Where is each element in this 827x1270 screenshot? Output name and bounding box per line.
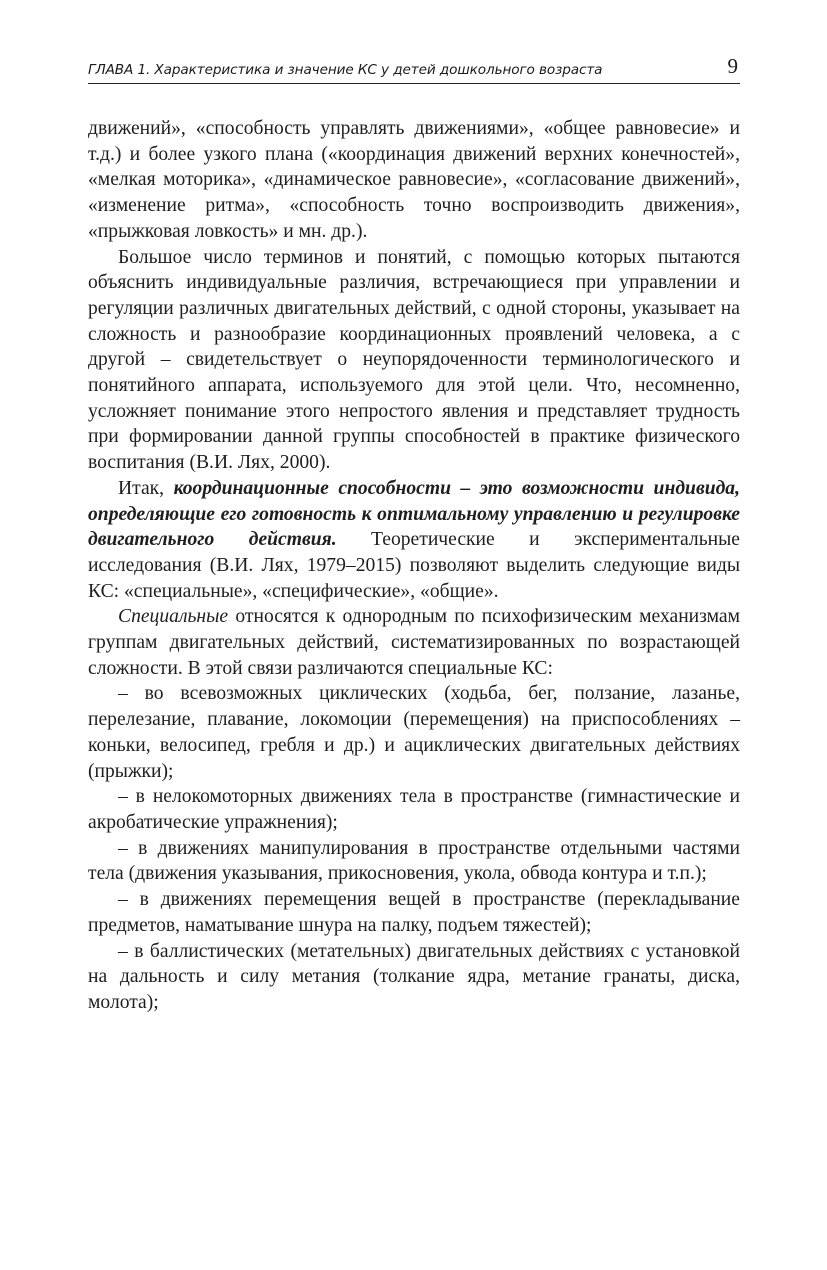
body-text	[88, 116, 740, 1016]
special-term: Специальные	[118, 606, 229, 628]
paragraph-definition	[88, 476, 740, 605]
list-item: – в движениях перемещения вещей в пространстве (перекладывание предметов, наматывание шнура на палку, подъем тяжестей);	[88, 889, 740, 936]
paragraph-terms: Большое число терминов и понятий, с помощью которых пытаются объяснить индивидуальные различия, встречающиеся при управлении и регуляции различных двигательных действий, с одной стороны, указывает на сложность и разнообразие координационных проявлений человека, а с другой – свидетельствует о неупорядоченности терминологического и понятийного аппарата, используемого для этой цели. Что, несомненно, усложняет понимание этого непростого явления и представляет трудность при формировании данной группы способностей в практике физического воспитания (В.И. Лях, 2000).	[88, 246, 740, 474]
running-title: ГЛАВА 1. Характеристика и значение КС у детей дошкольного возраста	[88, 62, 603, 78]
special-rest: относятся к однородным по психофизическим механизмам группам двигательных действий, систематизированных по возрастающей сложности. В этой связи различаются специальные КС:	[88, 606, 740, 679]
list-item: – в движениях манипулирования в пространстве отдельными частями тела (движения указывания, прикосновения, укола, обвода контура и т.п.);	[88, 837, 740, 885]
definition-emphasis: координационные способности – это возможности индивида, определяющие его готовность к оптимальному управлению и регулировке двигательного действия.	[88, 477, 741, 551]
paragraph-continuation: движений», «способность управлять движениями», «общее равновесие» и т.д.) и более узкого плана («координация движений верхних конечностей», «мелкая моторика», «динамическое равновесие», «согласование движений», «изменение ритма», «способность точно воспроизводить движения», «прыжковая ловкость» и мн. др.).	[88, 118, 740, 242]
definition-lead: Итак,	[118, 477, 174, 499]
running-header	[88, 56, 740, 82]
page-number: 9	[727, 54, 738, 78]
list-item: – в баллистических (метательных) двигательных действиях с установкой на дальность и силу метания (толкание ядра, метание гранаты, диска, молота);	[88, 940, 740, 1013]
paragraph-special	[88, 604, 740, 681]
definition-rest: Теоретические и экспериментальные исследования (В.И. Лях, 1979–2015) позволяют выделить следующие виды КС: «специальные», «специфические», «общие».	[88, 529, 740, 602]
header-rule	[88, 83, 740, 84]
list-item: – в нелокомоторных движениях тела в пространстве (гимнастические и акробатические упражнения);	[88, 786, 740, 833]
list-item: – во всевозможных циклических (ходьба, бег, ползание, лазанье, перелезание, плавание, локомоции (перемещения) на приспособлениях – коньки, велосипед, гребля и др.) и ациклических двигательных действиях (прыжки);	[88, 683, 740, 782]
